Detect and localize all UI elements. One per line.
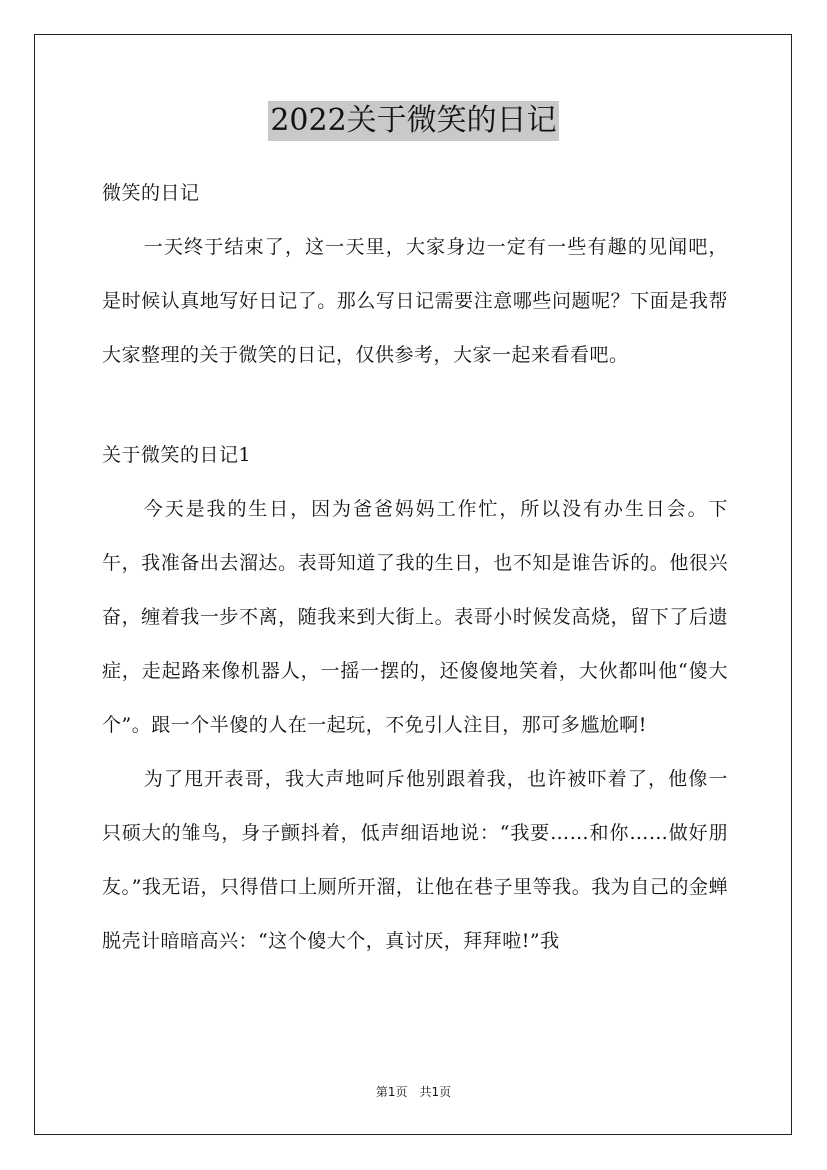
- diary1-paragraph-2: 为了甩开表哥，我大声地呵斥他别跟着我，也许被吓着了，他像一只硕大的雏鸟，身子颤抖着，低声细语地说：“我要……和你……做好朋友。”我无语，只得借口上厕所开溜，让他在巷子里等我。我为自己的金蝉脱壳计暗暗高兴：“这个傻大个，真讨厌，拜拜啦!”我: [102, 768, 728, 952]
- document-title: 2022关于微笑的日记: [268, 101, 558, 141]
- page-footer: 第1页 共1页: [375, 1085, 452, 1099]
- title-container: [0, 101, 827, 141]
- diary1-paragraph-1: 今天是我的生日，因为爸爸妈妈工作忙，所以没有办生日会。下午，我准备出去溜达。表哥知道了我的生日，也不知是谁告诉的。他很兴奋，缠着我一步不离，随我来到大街上。表哥小时候发高烧，留下了后遗症，走起路来像机器人，一摇一摆的，还傻傻地笑着，大伙都叫他“傻大个”。跟一个半傻的人在一起玩，不免引人注目，那可多尴尬啊!: [102, 498, 728, 736]
- intro-paragraph: 一天终于结束了，这一天里，大家身边一定有一些有趣的见闻吧，是时候认真地写好日记了。那么写日记需要注意哪些问题呢？下面是我帮大家整理的关于微笑的日记，仅供参考，大家一起来看看吧。: [102, 236, 728, 366]
- document-body: [102, 166, 728, 968]
- section-spacer: [102, 382, 728, 428]
- intro-heading: 微笑的日记: [102, 182, 200, 204]
- diary1-heading: 关于微笑的日记1: [102, 444, 252, 466]
